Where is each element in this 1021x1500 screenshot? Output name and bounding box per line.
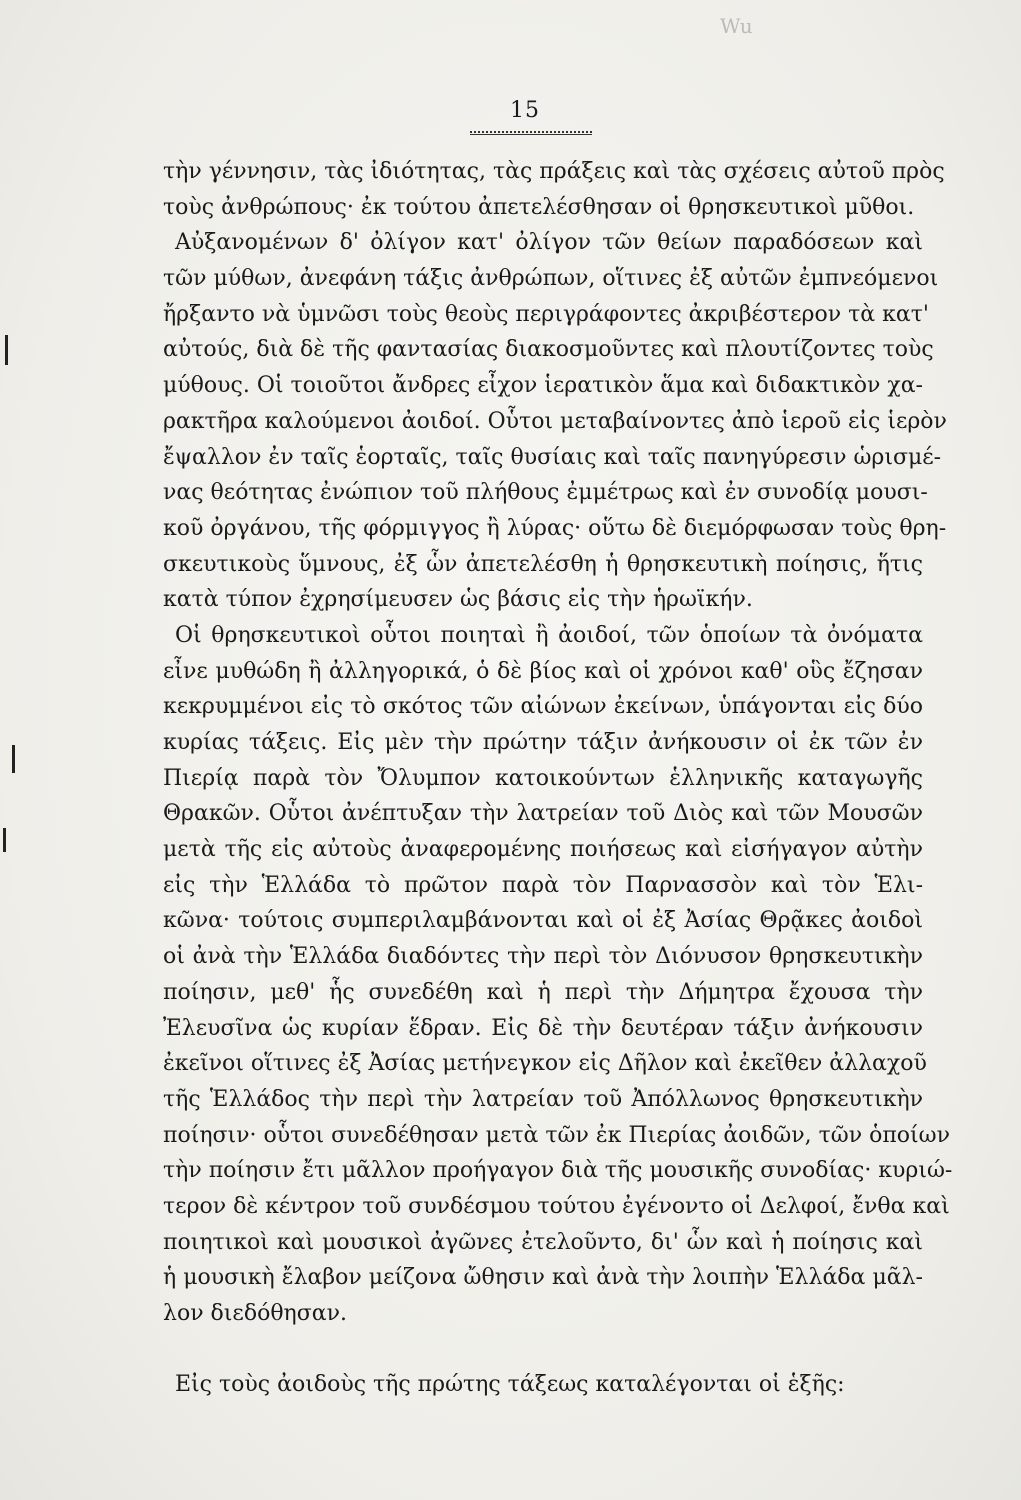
text-line: μύθους. Οἱ τοιοῦτοι ἄνδρες εἶχον ἱερατικὸν ἅμα καὶ διδακτικὸν χα- — [163, 373, 923, 399]
page-number: 15 — [510, 98, 540, 123]
text-line: εἶνε μυθώδη ἢ ἀλληγορικά, ὁ δὲ βίος καὶ οἱ χρόνοι καθ' οὓς ἔζησαν — [163, 658, 923, 684]
margin-mark — [3, 828, 6, 852]
text-line: ἔψαλλον ἐν ταῖς ἑορταῖς, ταῖς θυσίαις καὶ ταῖς πανηγύρεσιν ὡρισμέ- — [163, 444, 942, 470]
text-line: ἤρξαντο νὰ ὑμνῶσι τοὺς θεοὺς περιγράφοντες ἀκριβέστερον τὰ κατ' — [163, 301, 929, 327]
text-line: κεκρυμμένοι εἰς τὸ σκότος τῶν αἰώνων ἐκείνων, ὑπάγονται εἰς δύο — [163, 694, 923, 720]
text-line: κατὰ τύπον ἐχρησίμευσεν ὡς βάσις εἰς τὴν ἡρωϊκήν. — [163, 587, 753, 613]
text-line: Εἰς τοὺς ἀοιδοὺς τῆς πρώτης τάξεως καταλέγονται οἱ ἑξῆς: — [175, 1372, 845, 1398]
text-line: ποίησιν, μεθ' ἧς συνεδέθη καὶ ἡ περὶ τὴν Δήμητρα ἔχουσα τὴν — [163, 979, 923, 1005]
text-line: ἡ μουσικὴ ἔλαβον μείζονα ὤθησιν καὶ ἀνὰ τὴν λοιπὴν Ἑλλάδα μᾶλ- — [163, 1265, 923, 1291]
text-line: εἰς τὴν Ἑλλάδα τὸ πρῶτον παρὰ τὸν Παρνασσὸν καὶ τὸν Ἑλι- — [163, 872, 923, 898]
text-line: ἐκεῖνοι οἵτινες ἐξ Ἀσίας μετήνεγκον εἰς Δῆλον καὶ ἐκεῖθεν ἀλλαχοῦ — [163, 1051, 927, 1077]
text-line: τὴν γέννησιν, τὰς ἰδιότητας, τὰς πράξεις καὶ τὰς σχέσεις αὐτοῦ πρὸς — [163, 159, 945, 184]
blank-line — [163, 1332, 923, 1368]
text-line: μετὰ τῆς εἰς αὐτοὺς ἀναφερομένης ποιήσεως καὶ εἰσήγαγον αὐτὴν — [163, 837, 923, 863]
text-line: τῶν μύθων, ἀνεφάνη τάξις ἀνθρώπων, οἵτινες ἐξ αὐτῶν ἐμπνεόμενοι — [163, 266, 939, 292]
text-line: Ἐλευσῖνα ὡς κυρίαν ἕδραν. Εἰς δὲ τὴν δευτέραν τάξιν ἀνήκουσιν — [163, 1015, 923, 1041]
text-line: οἱ ἀνὰ τὴν Ἑλλάδα διαδόντες τὴν περὶ τὸν Διόνυσον θρησκευτικὴν — [163, 944, 923, 970]
text-line: τῆς Ἑλλάδος τὴν περὶ τὴν λατρείαν τοῦ Ἀπόλλωνος θρησκευτικὴν — [163, 1086, 923, 1112]
text-line: λον διεδόθησαν. — [163, 1301, 347, 1326]
text-line: σκευτικοὺς ὕμνους, ἐξ ὧν ἀπετελέσθη ἡ θρησκευτικὴ ποίησις, ἥτις — [163, 551, 923, 577]
text-line: Οἱ θρησκευτικοὶ οὗτοι ποιηταὶ ἢ ἀοιδοί, τῶν ὁποίων τὰ ὀνόματα — [175, 622, 923, 648]
text-line: κοῦ ὀργάνου, τῆς φόρμιγγος ἢ λύρας· οὕτω δὲ διεμόρφωσαν τοὺς θρη- — [163, 515, 947, 541]
body-text — [163, 154, 953, 1403]
text-line: κῶνα· τούτοις συμπεριλαμβάνονται καὶ οἱ ἐξ Ἀσίας Θρᾷκες ἀοιδοὶ — [163, 908, 923, 934]
text-line: τὴν ποίησιν ἔτι μᾶλλον προήγαγον διὰ τῆς μουσικῆς συνοδίας· κυριώ- — [163, 1158, 953, 1184]
text-line: νας θεότητας ἐνώπιον τοῦ πλήθους ἐμμέτρως καὶ ἐν συνοδίᾳ μουσι- — [163, 480, 928, 506]
pencil-mark: Wu — [720, 14, 753, 38]
margin-mark — [5, 335, 8, 365]
text-line: τερον δὲ κέντρον τοῦ συνδέσμου τούτου ἐγένοντο οἱ Δελφοί, ἔνθα καὶ — [163, 1193, 950, 1219]
text-line: ποιητικοὶ καὶ μουσικοὶ ἀγῶνες ἐτελοῦντο, δι' ὧν καὶ ἡ ποίησις καὶ — [163, 1229, 923, 1255]
text-line: Πιερίᾳ παρὰ τὸν Ὄλυμπον κατοικούντων ἑλληνικῆς καταγωγῆς — [163, 765, 923, 791]
page-number-rule — [470, 131, 592, 135]
text-line: ρακτῆρα καλούμενοι ἀοιδοί. Οὗτοι μεταβαίνοντες ἀπὸ ἱεροῦ εἰς ἱερὸν — [163, 408, 947, 434]
text-line: κυρίας τάξεις. Εἰς μὲν τὴν πρώτην τάξιν ἀνήκουσιν οἱ ἐκ τῶν ἐν — [163, 730, 923, 755]
margin-mark — [12, 745, 15, 773]
text-line: τοὺς ἀνθρώπους· ἐκ τούτου ἀπετελέσθησαν οἱ θρησκευτικοὶ μῦθοι. — [163, 194, 915, 220]
text-line: ποίησιν· οὗτοι συνεδέθησαν μετὰ τῶν ἐκ Πιερίας ἀοιδῶν, τῶν ὁποίων — [163, 1122, 950, 1148]
text-line: αὐτούς, διὰ δὲ τῆς φαντασίας διακοσμοῦντες καὶ πλουτίζοντες τοὺς — [163, 337, 934, 363]
text-line: Αὐξανομένων δ' ὀλίγον κατ' ὀλίγον τῶν θείων παραδόσεων καὶ — [175, 230, 923, 256]
text-line: Θρακῶν. Οὗτοι ἀνέπτυξαν τὴν λατρείαν τοῦ Διὸς καὶ τῶν Μουσῶν — [163, 801, 923, 827]
